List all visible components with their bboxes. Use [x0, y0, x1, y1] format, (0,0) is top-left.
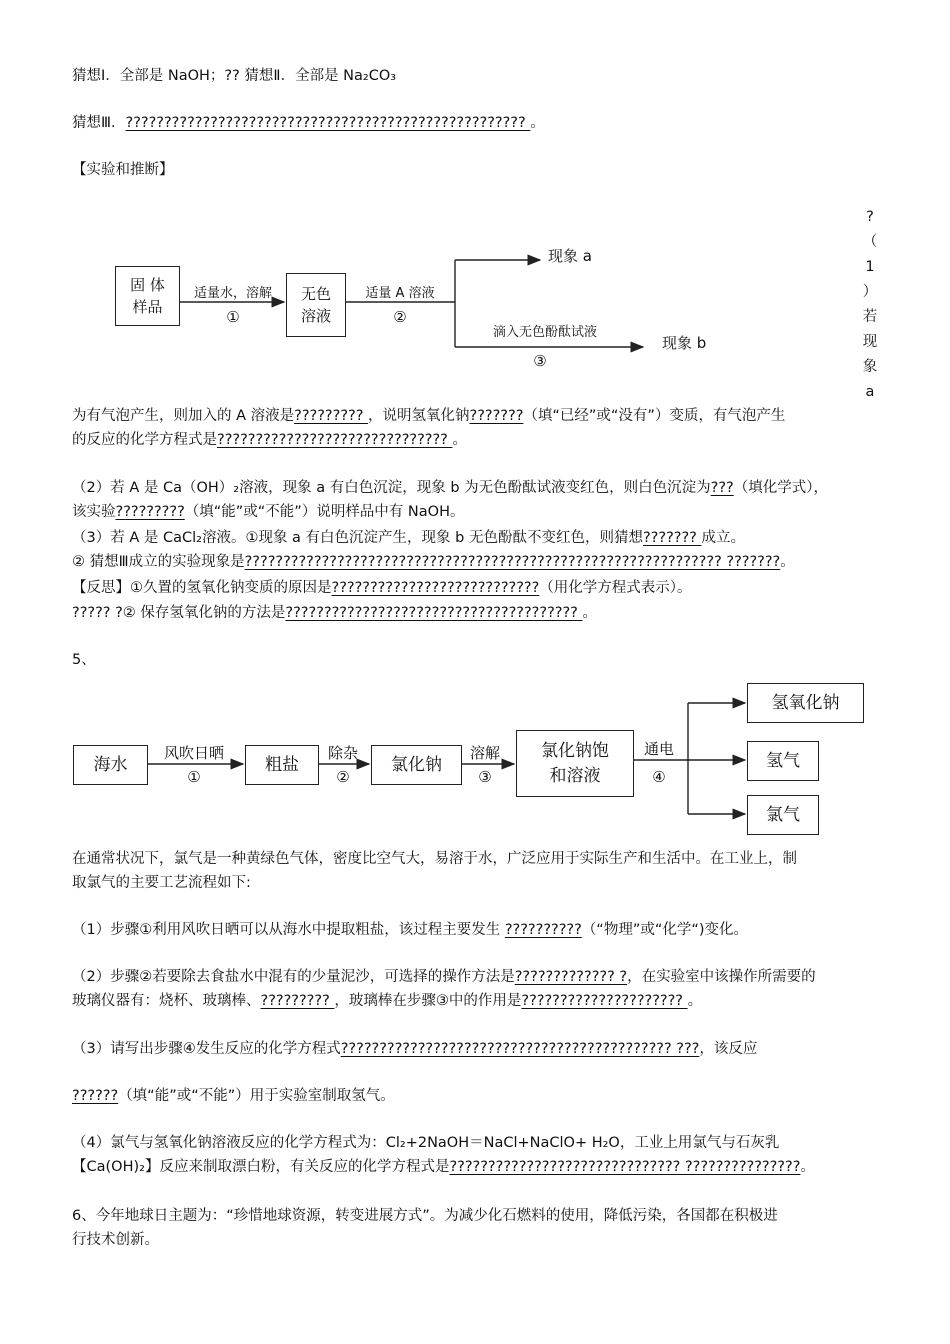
text: ② 猜想Ⅲ成立的实验现象是: [72, 554, 245, 570]
q6-line2: 行技术创新。: [72, 1232, 159, 1248]
text: 玻璃仪器有：烧杯、玻璃棒、: [72, 993, 261, 1009]
vchar: （: [862, 234, 878, 250]
saturated-solution-box: 氯化钠饱 和溶液: [516, 730, 634, 797]
step4-number: ④: [652, 768, 666, 786]
step4-label: 通电: [643, 740, 674, 758]
text: 为有气泡产生，则加入的 A 溶液是: [72, 408, 295, 424]
blank: ????????????????????????????????????????????????????: [125, 115, 531, 131]
blank: ???????????????????????????: [331, 580, 540, 596]
chlorine-box: 氯气: [747, 795, 819, 835]
q5-4-line2: [72, 1157, 815, 1177]
blank: ??????????????????????????????????????????? ???: [340, 1041, 700, 1057]
text: ，说明氢氧化钠: [368, 408, 470, 424]
text: （填“能”或“不能”）说明样品中有 NaOH。: [184, 504, 465, 520]
blank: ???: [710, 480, 734, 496]
vchar: 若: [862, 309, 878, 325]
q5-1: [72, 920, 748, 940]
blank: ?????????: [260, 993, 335, 1009]
step3-number: ③: [533, 352, 547, 370]
text: （填化学式），: [733, 480, 828, 496]
text: 【Ca(OH)₂】反应来制取漂白粉，有关反应的化学方程式是: [72, 1159, 450, 1175]
q5-3-line2: [72, 1086, 395, 1106]
text: 。: [452, 432, 467, 448]
vchar: 象: [862, 359, 878, 375]
text: ，该反应: [699, 1041, 758, 1057]
blank: ?????????????????????: [521, 993, 688, 1009]
blank: ??????????: [504, 922, 582, 938]
vchar: 1: [865, 259, 875, 275]
text: 该实验: [72, 504, 116, 520]
q6-line: 6、今年地球日主题为：“珍惜地球资源，转变进展方式”。为减少化石燃料的使用，降低污染，各国都在积极进: [72, 1208, 778, 1224]
blank: ?????????: [294, 408, 369, 424]
question-number-5: 5、: [72, 652, 96, 668]
hydrogen-box: 氢气: [747, 741, 819, 781]
phenomenon-b: 现象 b: [662, 334, 707, 352]
q5-2-line2: [72, 991, 702, 1011]
step2-label: 除杂: [327, 744, 358, 762]
punct: 。: [530, 115, 545, 131]
text: 。: [800, 1159, 815, 1175]
text: ????? ?② 保存氢氧化钠的方法是: [72, 605, 286, 621]
blank: ???????: [469, 408, 524, 424]
step1-label: 适量水，溶解: [193, 286, 272, 301]
text: 。: [582, 605, 597, 621]
text: （填“已经”或“没有”）变质，有气泡产生: [523, 408, 786, 424]
section-heading-experiment: 【实验和推断】: [72, 162, 174, 178]
solid-sample-box: 固 体 样品: [115, 266, 180, 326]
step2-number: ②: [393, 308, 407, 326]
step1-label: 风吹日晒: [163, 744, 224, 762]
text: （3）若 A 是 CaCl₂溶液。①现象 a 有白色沉淀产生，现象 b 无色酚酞不变红色，则猜想: [72, 530, 643, 546]
vchar: 现: [862, 334, 878, 350]
q5-3: [72, 1039, 757, 1059]
text: 。: [687, 993, 703, 1009]
q5-2: [72, 967, 816, 987]
blank: ?????????????????????????????? ???????????????: [449, 1159, 801, 1175]
naoh-box: 氢氧化钠: [747, 683, 864, 723]
vchar: ?: [866, 209, 874, 225]
hypothesis-1-2: 猜想Ⅰ．全部是 NaOH；?? 猜想Ⅱ．全部是 Na₂CO₃: [72, 68, 397, 84]
blank: ??????: [72, 1088, 119, 1104]
step3-label: 滴入无色酚酞试液: [492, 325, 597, 340]
step1-number: ①: [226, 308, 240, 326]
text: ，玻璃棒在步骤③中的作用是: [334, 993, 522, 1009]
text: ，在实验室中该操作所需要的: [627, 969, 816, 985]
text: （2）步骤②若要除去食盐水中混有的少量泥沙，可选择的操作方法是: [72, 969, 515, 985]
hypothesis-3-label: 猜想Ⅲ．: [72, 115, 126, 131]
text: 的反应的化学方程式是: [72, 432, 217, 448]
text: 【反思】①久置的氢氧化钠变质的原因是: [72, 580, 332, 596]
text: 成立。: [701, 530, 745, 546]
crude-salt-box: 粗盐: [245, 745, 319, 785]
blank: ????????????? ?: [514, 969, 628, 985]
text: （1）步骤①利用风吹日晒可以从海水中提取粗盐，该过程主要发生: [72, 922, 505, 938]
step3-label: 溶解: [469, 744, 500, 762]
vchar: a: [865, 384, 875, 400]
blank: ??????????????????????????????????????: [285, 605, 583, 621]
text: （“物理”或“化学“)变化。: [581, 922, 749, 938]
q5-4: （4）氯气与氢氧化钠溶液反应的化学方程式为：Cl₂+2NaOH＝NaCl+NaClO+ H₂O，工业上用氯气与石灰乳: [72, 1135, 780, 1151]
text: （填“能”或“不能”）用于实验室制取氢气。: [118, 1088, 395, 1104]
vchar: ）: [862, 284, 878, 300]
step2-label: 适量 A 溶液: [365, 286, 435, 301]
text: （用化学方程式表示）。: [539, 580, 692, 596]
blank: ??????????????????????????????: [217, 432, 453, 448]
intro-line2: 取氯气的主要工艺流程如下:: [72, 875, 251, 891]
seawater-box: 海水: [73, 745, 148, 785]
text: 。: [780, 554, 795, 570]
sodium-chloride-box: 氯化钠: [371, 745, 462, 785]
phenomenon-a: 现象 a: [548, 247, 592, 265]
intro-line: 在通常状况下，氯气是一种黄绿色气体，密度比空气大，易溶于水，广泛应用于实际生产和生活中。在工业上，制: [72, 851, 797, 867]
step3-number: ③: [478, 768, 492, 786]
step1-number: ①: [187, 768, 201, 786]
text: （2）若 A 是 Ca（OH）₂溶液，现象 a 有白色沉淀，现象 b 为无色酚酞试液变红色，则白色沉淀为: [72, 480, 711, 496]
blank: ???????: [642, 530, 702, 546]
text: （3）请写出步骤④发生反应的化学方程式: [72, 1041, 341, 1057]
blank: ?????????????????????????????????????????????????????????????? ???????: [244, 554, 781, 570]
colorless-solution-box: 无色 溶液: [286, 273, 346, 337]
step2-number: ②: [336, 768, 350, 786]
blank: ?????????: [115, 504, 185, 520]
